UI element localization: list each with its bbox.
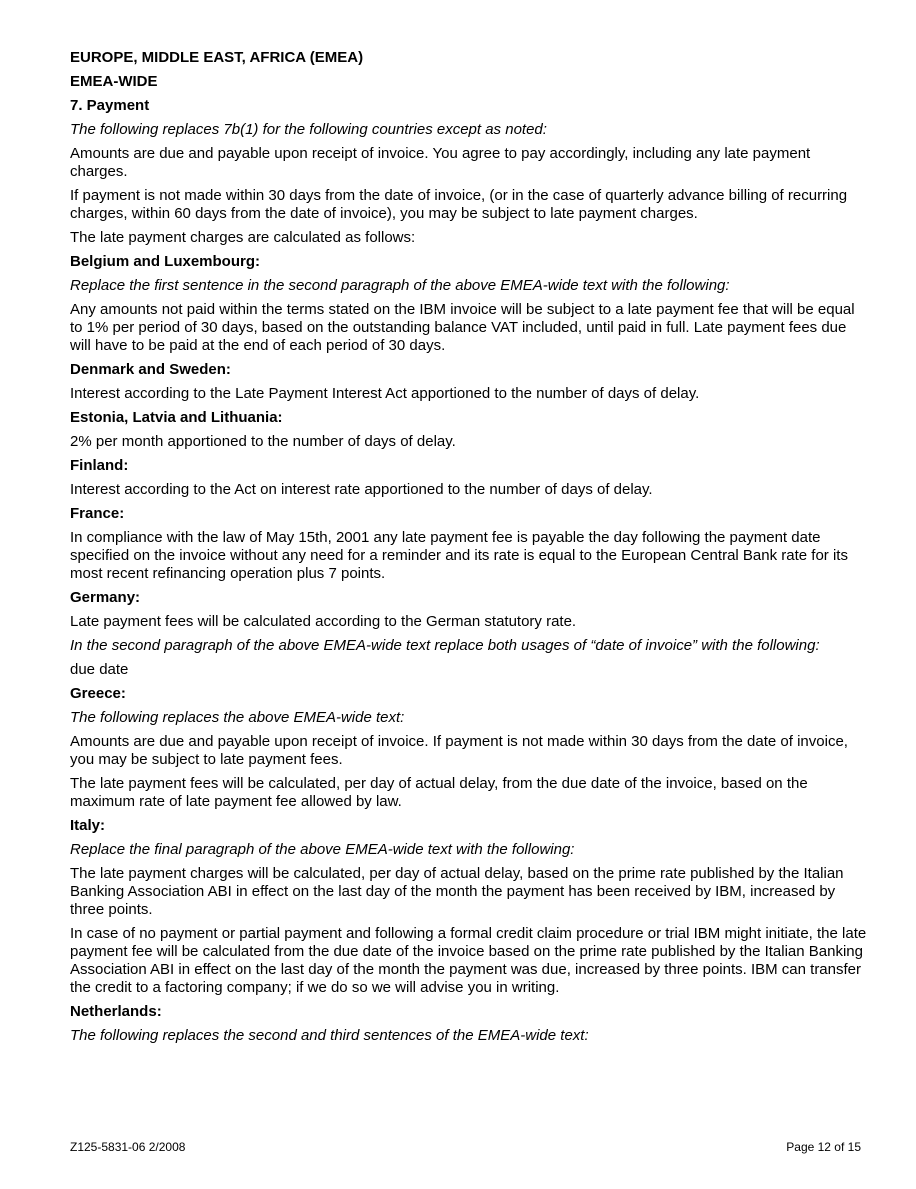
country-heading-netherlands: Netherlands: <box>70 1003 162 1020</box>
germany-text: Late payment fees will be calculated according to the German statutory rate. <box>70 613 577 630</box>
greece-note: The following replaces the above EMEA-wide text: <box>70 709 405 726</box>
section-title: 7. Payment <box>70 97 150 114</box>
germany-note: In the second paragraph of the above EMEA-wide text replace both usages of “date of invoice” with the following: <box>70 637 820 654</box>
belgium-text: Any amounts not paid within the terms stated on the IBM invoice will be subject to a late payment fee that will be equal to 1% per period of 30 days, based on the outstanding balance VAT included, until paid in full. Late payment fees due will have to be paid at the end of each period of 30 days. <box>70 301 855 354</box>
greece-paragraph-2: The late payment fees will be calculated, per day of actual delay, from the due date of the invoice, based on the maximum rate of late payment fee allowed by law. <box>70 775 808 810</box>
italy-paragraph-1: The late payment charges will be calculated, per day of actual delay, based on the prime rate published by the Italian Banking Association ABI in effect on the last day of the month the payment has been received by IBM, increased by three points. <box>70 865 844 918</box>
country-heading-estonia: Estonia, Latvia and Lithuania: <box>70 409 283 426</box>
finland-text: Interest according to the Act on interest rate apportioned to the number of days of delay. <box>70 481 653 498</box>
france-text: In compliance with the law of May 15th, 2001 any late payment fee is payable the day following the payment date specified on the invoice without any need for a reminder and its rate is equal to the European Central Bank rate for its most recent refinancing operation plus 7 points. <box>70 529 848 582</box>
belgium-note: Replace the first sentence in the second paragraph of the above EMEA-wide text with the following: <box>70 277 730 294</box>
page-content <box>70 49 870 1051</box>
italy-note: Replace the final paragraph of the above EMEA-wide text with the following: <box>70 841 575 858</box>
country-heading-italy: Italy: <box>70 817 106 834</box>
estonia-text: 2% per month apportioned to the number of days of delay. <box>70 433 456 450</box>
intro-note: The following replaces 7b(1) for the following countries except as noted: <box>70 121 547 138</box>
country-heading-france: France: <box>70 505 125 522</box>
denmark-text: Interest according to the Late Payment Interest Act apportioned to the number of days of delay. <box>70 385 700 402</box>
late-charges-intro: The late payment charges are calculated as follows: <box>70 229 416 246</box>
country-heading-finland: Finland: <box>70 457 129 474</box>
country-heading-germany: Germany: <box>70 589 141 606</box>
page-number-footer: Page 12 of 15 <box>786 1140 861 1154</box>
country-heading-belgium: Belgium and Luxembourg: <box>70 253 261 270</box>
emea-wide-heading: EMEA-WIDE <box>70 73 158 90</box>
italy-paragraph-2: In case of no payment or partial payment and following a formal credit claim procedure or trial IBM might initiate, the late payment fee will be calculated from the due date of the invoice based on the prime rate published by the Italian Banking Association ABI in effect on the last day of the month the payment was due, increased by three points. IBM can transfer the credit to a factoring company; if we do so we will advise you in writing. <box>70 925 867 996</box>
region-heading: EUROPE, MIDDLE EAST, AFRICA (EMEA) <box>70 49 364 66</box>
country-heading-greece: Greece: <box>70 685 126 702</box>
greece-paragraph-1: Amounts are due and payable upon receipt of invoice. If payment is not made within 30 days from the date of invoice, you may be subject to late payment fees. <box>70 733 848 768</box>
netherlands-note: The following replaces the second and third sentences of the EMEA-wide text: <box>70 1027 589 1044</box>
country-heading-denmark: Denmark and Sweden: <box>70 361 231 378</box>
emea-paragraph-1: Amounts are due and payable upon receipt of invoice. You agree to pay accordingly, including any late payment charges. <box>70 145 811 180</box>
document-id-footer: Z125-5831-06 2/2008 <box>70 1140 186 1154</box>
emea-paragraph-2: If payment is not made within 30 days from the date of invoice, (or in the case of quarterly advance billing of recurring charges, within 60 days from the date of invoice), you may be subject to late payment charges. <box>70 187 848 222</box>
germany-due-date: due date <box>70 661 129 678</box>
